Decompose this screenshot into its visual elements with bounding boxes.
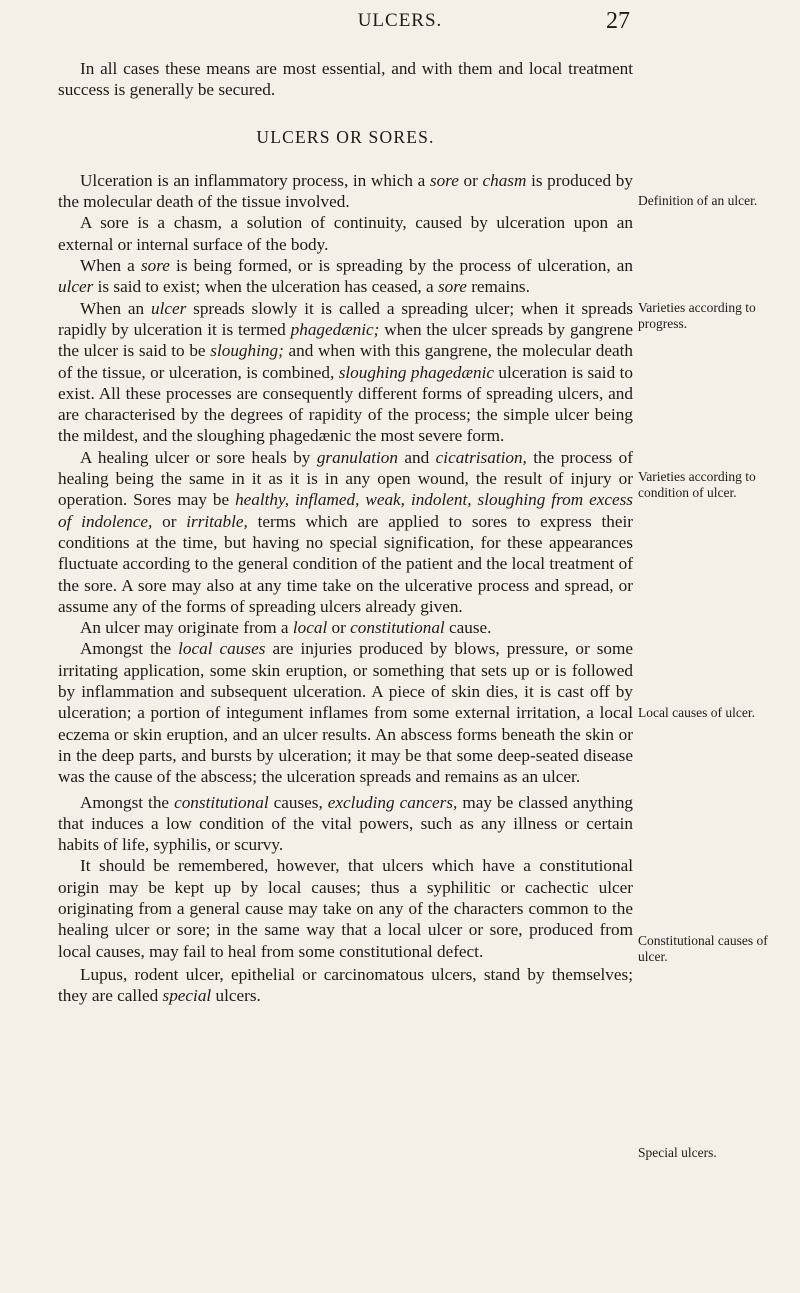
sidenote-constitutional-causes: Constitutional causes of ulcer. — [638, 933, 768, 964]
paragraph-healing-ulcer: A healing ulcer or sore heals by granulation and cicatrisation, the process of healing being the same in it as it is in any open wound, the result of injury or operation. Sores may be healthy, inflamed, weak, indolent, sloughing from excess of indolence, or irritable, terms which are applied to sores to express their conditions at the time, but having no special signification, for these appearances fluctuate according to the general condition of the patient and the local treatment of the sore. A sore may also at any time take on the ulcerative process and spread, or assume any of the forms of spreading ulcers already given. — [58, 447, 633, 616]
sidenote-varieties-condition: Varieties according to condition of ulcer. — [638, 469, 756, 500]
paragraph-constitutional-causes: Amongst the constitutional causes, excluding cancers, may be classed anything that induces a low condition of the vital powers, such as any illness or certain habits of life, syphilis, or scurvy. — [58, 792, 634, 855]
paragraph-remembered: It should be remembered, however, that ulcers which have a constitutional origin may be kept up by local causes; thus a syphilitic or cachectic ulcer originating from a general cause may take on any of the characters common to the healing ulcer or sore; in the same way that a local ulcer or sore, produced from local causes, may fail to heal from some constitutional defect. — [58, 856, 633, 961]
paragraph-local-causes: Amongst the local causes are injuries produced by blows, pressure, or some irritating application, some skin eruption, or something that sets up or is followed by inflammation and subsequent ulceration. A piece of skin dies, it is cast off by ulceration; a portion of integument inflames from some external irritation, a local eczema or skin eruption, and an ulcer results. An abscess forms beneath the skin or in the deep parts, and bursts by ulceration; it may be that some deep-seated disease was the cause of the abscess; the ulceration spreads and remains as an ulcer. — [58, 639, 633, 787]
sidenote-definition: Definition of an ulcer. — [638, 193, 758, 208]
page-number: 27 — [606, 8, 630, 34]
paragraph-spreading-ulcers: When an ulcer spreads slowly it is called a spreading ulcer; when it spreads rapidly by ulceration it is termed phagedænic; when the ulcer spreads by gangrene the ulcer is said to be sloughing; and when with this gangrene, the molecular death of the tissue, or ulceration, is combined, sloughing phagedænic ulceration is said to exist. All these processes are consequently different forms of spreading ulcers, and are characterised by the degrees of rapidity of the process; the simple ulcer being the mildest, and the sloughing phagedænic the most severe form. — [58, 298, 634, 446]
intro-paragraph: In all cases these means are most essential, and with them and local treatment success is generally be secured. — [58, 59, 633, 100]
paragraph-sore-vs-ulcer: When a sore is being formed, or is spreading by the process of ulceration, an ulcer is said to exist; when the ulceration has ceased, a sore remains. — [58, 256, 633, 297]
paragraph-origin: An ulcer may originate from a local or constitutional cause. — [80, 618, 492, 638]
running-head — [0, 10, 800, 40]
paragraph-sore-definition: A sore is a chasm, a solution of continuity, caused by ulceration upon an external or internal surface of the body. — [58, 213, 633, 254]
sidenote-local-causes: Local causes of ulcer. — [638, 705, 755, 720]
sidenote-special-ulcers: Special ulcers. — [638, 1145, 717, 1160]
body-text — [58, 58, 633, 1006]
sidenote-varieties-progress: Varieties according to progress. — [638, 300, 756, 331]
paragraph-special-ulcers: Lupus, rodent ulcer, epithelial or carcinomatous ulcers, stand by themselves; they are called special ulcers. — [58, 964, 633, 1006]
section-heading: ULCERS OR SORES. — [256, 126, 435, 147]
running-title: ULCERS. — [357, 10, 443, 31]
paragraph-ulceration: Ulceration is an inflammatory process, in which a sore or chasm is produced by the molecular death of the tissue involved. — [58, 170, 633, 212]
